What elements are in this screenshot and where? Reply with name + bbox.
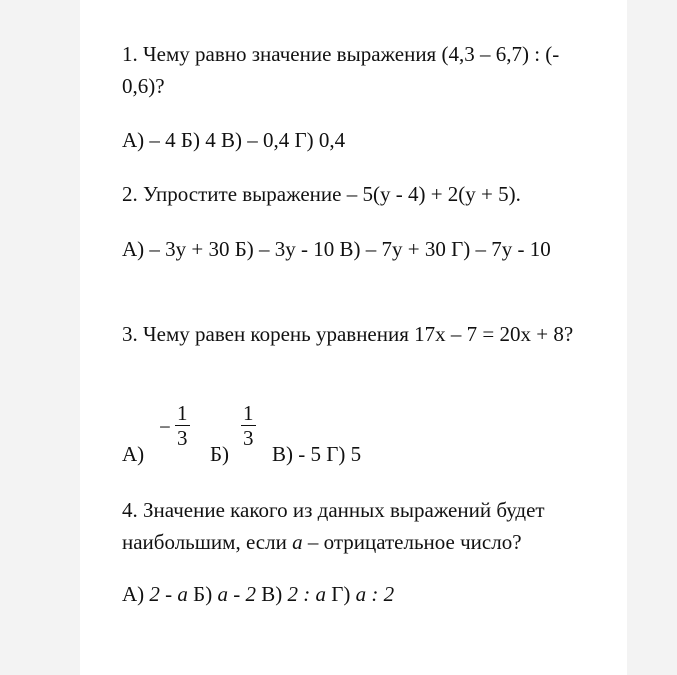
answer-d-expression: a : 2 [355,582,395,606]
document-page [80,0,627,675]
question-1-answers: А) – 4 Б) 4 В) – 0,4 Г) 0,4 [122,128,346,152]
question-4-text [122,494,602,558]
question-1-text: 1. Чему равно значение выражения (4,3 – 6,7) : (- 0,6)? [122,42,560,98]
answer-b-expression: a - 2 [217,582,256,606]
answer-c-expression: 2 : a [287,582,326,606]
question-4-answers [122,578,602,610]
question-4-prefix: 4. Значение какого из данных выражений будет наибольшим, если [122,498,545,554]
question-4-variable: a [292,530,303,554]
answer-a-minus-sign: − [159,415,171,439]
answer-a-expression: 2 - a [149,582,188,606]
answer-d-label: Г) [325,582,356,606]
answer-c-label: В) [255,582,288,606]
question-2-answers: А) – 3y + 30 Б) – 3y - 10 В) – 7y + 30 Г) – 7y - 10 [122,237,551,261]
answer-b-label: Б) [210,442,230,466]
answer-b-denominator: 3 [243,426,254,450]
answer-b-fraction [241,402,256,449]
answer-a-denominator: 3 [177,426,188,450]
answer-a-label: А) [122,582,150,606]
question-3-answers [122,398,602,468]
answer-b-numerator: 1 [243,401,254,425]
question-4-suffix: – отрицательное число? [302,530,522,554]
answer-a-fraction [175,402,190,449]
answer-c-d-options: В) - 5 Г) 5 [272,442,362,466]
answer-a-numerator: 1 [177,401,188,425]
answer-b-label: Б) [187,582,218,606]
question-3-text: 3. Чему равен корень уравнения 17x – 7 = 20x + 8? [122,322,574,346]
question-2-text: 2. Упростите выражение – 5(y - 4) + 2(y + 5). [122,182,521,206]
answer-a-label: А) [122,442,145,466]
